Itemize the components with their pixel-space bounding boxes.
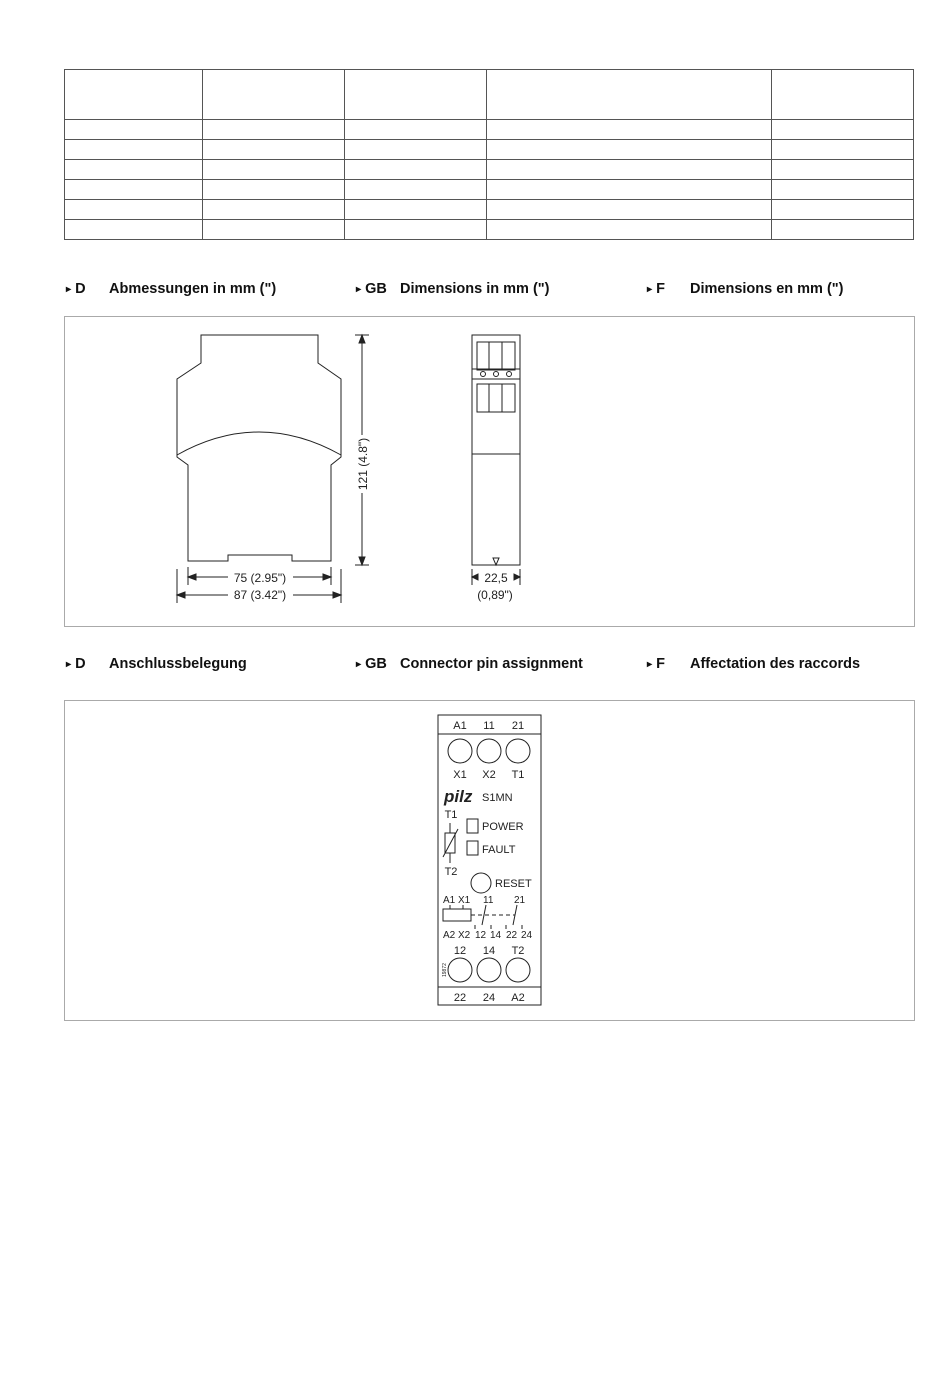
heading-gb: ▸ GB	[356, 281, 387, 297]
table-row	[65, 120, 914, 140]
model-label: S1MN	[482, 792, 513, 804]
dimensions-heading	[64, 281, 914, 301]
heading-gb-title: Connector pin assignment	[400, 656, 583, 672]
width-outer-label: 87 (3.42")	[233, 588, 287, 602]
power-label: POWER	[482, 821, 524, 833]
table-header-row	[65, 70, 914, 120]
circuit-label: 22	[506, 930, 518, 941]
pin-assignment-box	[64, 700, 915, 1021]
circuit-label: 11	[483, 895, 494, 906]
table-row	[65, 200, 914, 220]
led-fault	[467, 841, 478, 855]
triangle-icon: ▸	[647, 659, 653, 670]
table-row	[65, 140, 914, 160]
terminal-t2	[506, 958, 530, 982]
table-cell	[487, 70, 772, 120]
heading-fr: ▸ F	[647, 281, 665, 297]
thermistor-label: T1	[444, 809, 458, 821]
heading-de: ▸ D	[66, 281, 86, 297]
reset-button	[471, 873, 491, 893]
brand-logo: pilz	[444, 787, 473, 806]
heading-de: ▸ D	[66, 656, 86, 672]
front-view-outline	[177, 335, 341, 561]
led-power	[467, 819, 478, 833]
circuit-label: 12	[475, 930, 487, 941]
terminal-label: T2	[511, 945, 525, 957]
heading-fr-title: Affectation des raccords	[690, 656, 861, 672]
dimensions-drawing	[65, 317, 914, 626]
triangle-icon: ▸	[66, 284, 72, 295]
fault-label: FAULT	[482, 844, 516, 856]
panel-outline	[438, 715, 541, 1005]
heading-fr-title: Dimensions en mm (")	[690, 281, 844, 297]
terminal-t1	[506, 739, 530, 763]
heading-fr: ▸ F	[647, 656, 665, 672]
terminal-label: 11	[483, 720, 495, 732]
circuit-label: X2	[458, 930, 471, 941]
terminal-label: 12	[453, 945, 467, 957]
table-row	[65, 160, 914, 180]
heading-de-title: Abmessungen in mm (")	[109, 281, 277, 297]
drawing-code: 19872	[442, 963, 448, 977]
terminal-label: 24	[482, 992, 496, 1004]
heading-gb-title: Dimensions in mm (")	[400, 281, 550, 297]
table-row	[65, 220, 914, 240]
terminal-label: X1	[453, 769, 467, 781]
terminal-12	[448, 958, 472, 982]
terminal-label: A2	[511, 992, 525, 1004]
side-width-label: 22,5	[484, 571, 508, 585]
terminal-label: X2	[482, 769, 496, 781]
triangle-icon: ▸	[647, 284, 653, 295]
heading-de-title: Anschlussbelegung	[109, 656, 247, 672]
pins-heading	[64, 656, 914, 676]
table-cell	[345, 70, 487, 120]
heading-gb: ▸ GB	[356, 656, 387, 672]
width-inner-label: 75 (2.95")	[233, 571, 287, 585]
triangle-icon: ▸	[356, 284, 362, 295]
table-cell	[772, 70, 914, 120]
circuit-label: 21	[514, 895, 526, 906]
terminal-label: A1	[453, 720, 467, 732]
terminal-label: 21	[511, 720, 525, 732]
circuit-label: 24	[521, 930, 533, 941]
table-cell	[65, 70, 203, 120]
circuit-label: X1	[458, 895, 471, 906]
terminal-14	[477, 958, 501, 982]
table-row	[65, 180, 914, 200]
terminal-label: 14	[482, 945, 496, 957]
height-dimension-label: 121 (4.8")	[356, 437, 370, 491]
terminal-label: T1	[511, 769, 525, 781]
circuit-label: 14	[490, 930, 502, 941]
data-table	[64, 69, 914, 240]
front-view-arc	[177, 432, 341, 455]
reset-label: RESET	[495, 878, 532, 890]
device-front-panel	[65, 701, 914, 1020]
terminal-x1	[448, 739, 472, 763]
side-width-in-label: (0,89")	[477, 588, 513, 602]
triangle-icon: ▸	[66, 659, 72, 670]
terminal-x2	[477, 739, 501, 763]
circuit-label: A2	[443, 930, 456, 941]
terminal-label: 22	[453, 992, 467, 1004]
triangle-icon: ▸	[356, 659, 362, 670]
thermistor-label: T2	[444, 866, 458, 878]
table-cell	[203, 70, 345, 120]
circuit-label: A1	[443, 895, 456, 906]
dimensions-drawing-box	[64, 316, 915, 627]
